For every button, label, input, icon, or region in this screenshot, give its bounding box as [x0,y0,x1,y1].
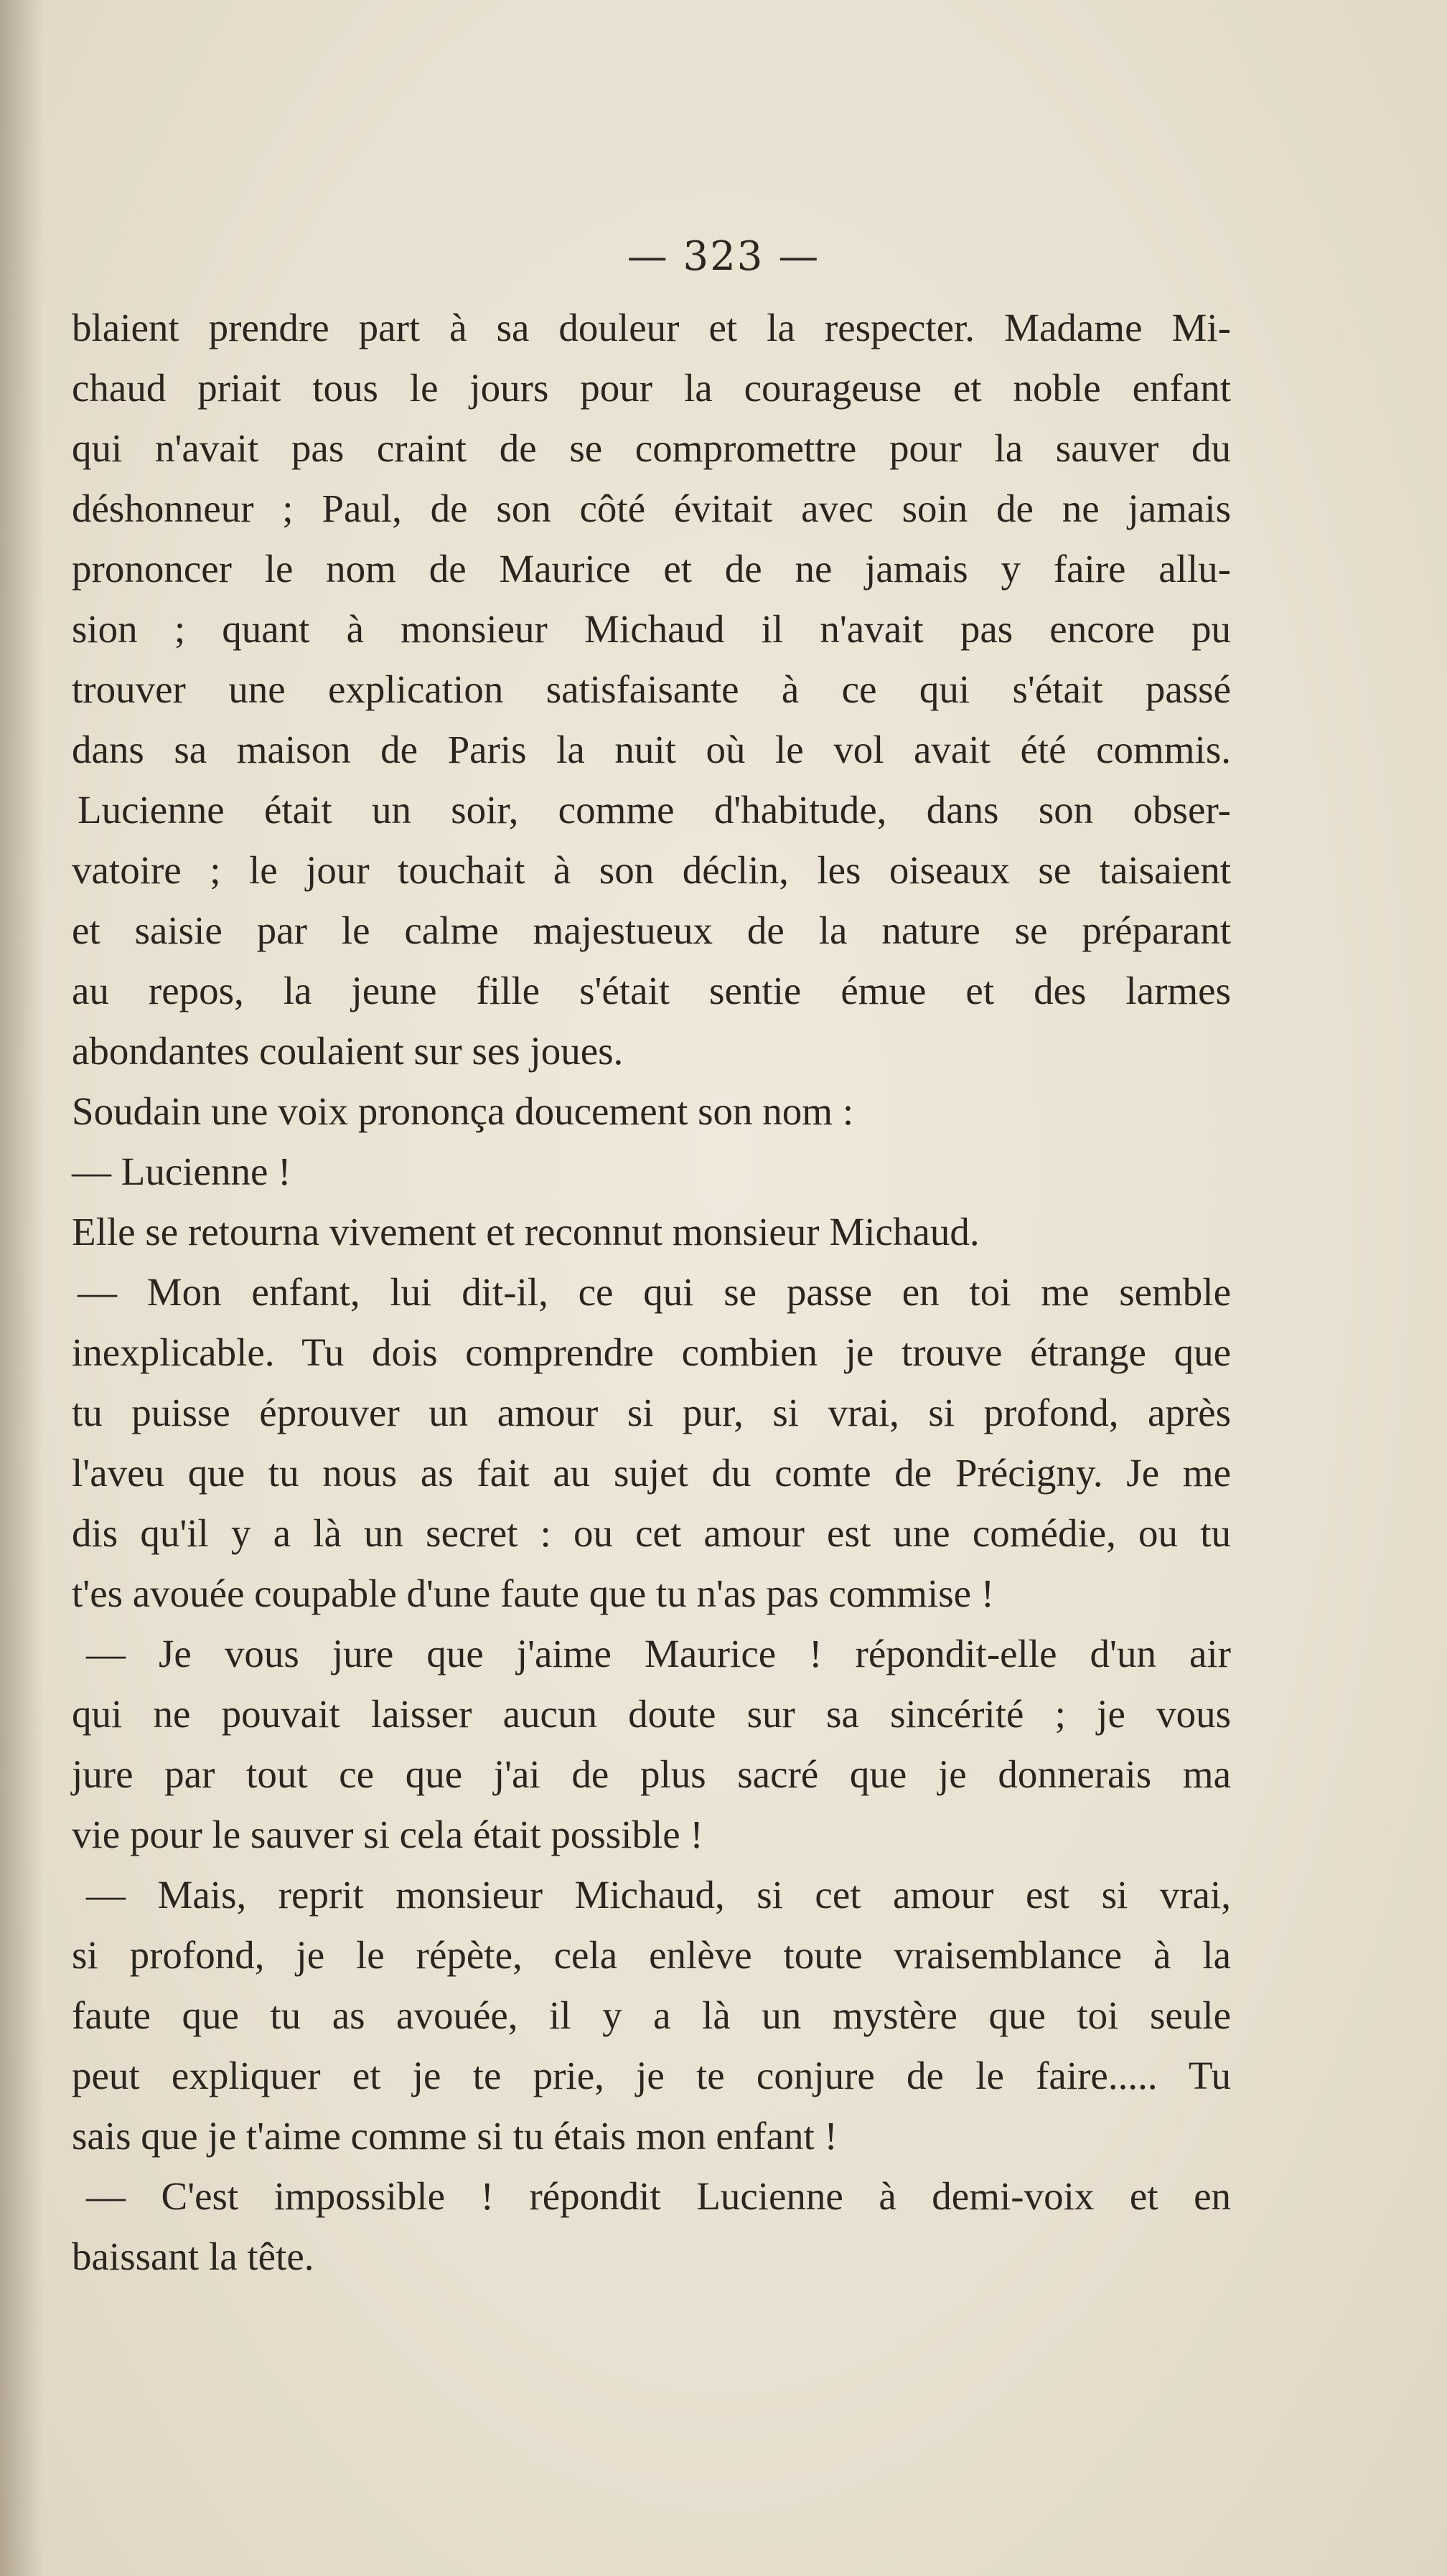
text-line: Elle se retourna vivement et reconnut monsieur Michaud. [72,1210,980,1254]
text-line: t'es avouée coupable d'une faute que tu n'as pas commise ! [72,1571,995,1615]
text-line: — Mais, reprit monsieur Michaud, si cet amour est si vrai, [86,1873,1231,1917]
text-line: — Lucienne ! [72,1150,291,1193]
text-line: dans sa maison de Paris la nuit où le vol avait été commis. [72,728,1231,771]
text-line: peut expliquer et je te prie, je te conjure de le faire..... Tu [72,2054,1231,2097]
text-line: qui ne pouvait laisser aucun doute sur sa sincérité ; je vous [72,1692,1231,1736]
body-text [72,298,1231,2287]
gutter-shadow [0,0,43,2576]
text-line: — Je vous jure que j'aime Maurice ! répondit-elle d'un air [86,1632,1231,1675]
text-line: qui n'avait pas craint de se compromettre pour la sauver du [72,426,1231,470]
text-line: Soudain une voix prononça doucement son nom : [72,1089,854,1133]
text-line: et saisie par le calme majestueux de la nature se préparant [72,908,1231,952]
text-line: abondantes coulaient sur ses joues. [72,1029,624,1073]
text-line: tu puisse éprouver un amour si pur, si vrai, si profond, après [72,1391,1231,1434]
text-line: — Mon enfant, lui dit-il, ce qui se passe en toi me semble [78,1270,1231,1314]
text-line: faute que tu as avouée, il y a là un mystère que toi seule [72,1993,1231,2037]
text-line: sion ; quant à monsieur Michaud il n'avait pas encore pu [72,607,1231,651]
text-line: jure par tout ce que j'ai de plus sacré que je donnerais ma [72,1752,1231,1796]
text-line: au repos, la jeune fille s'était sentie émue et des larmes [72,969,1231,1012]
text-line: inexplicable. Tu dois comprendre combien je trouve étrange que [72,1330,1231,1374]
text-line: chaud priait tous le jours pour la courageuse et noble enfant [72,366,1231,410]
text-line: vie pour le sauver si cela était possible ! [72,1813,703,1856]
text-line: trouver une explication satisfaisante à ce qui s'était passé [72,667,1231,711]
text-line: si profond, je le répète, cela enlève toute vraisemblance à la [72,1933,1231,1977]
page-number: — 323 — [627,233,820,280]
text-line: Lucienne était un soir, comme d'habitude, dans son obser- [78,788,1231,832]
text-line: baissant la tête. [72,2234,314,2278]
text-line: prononcer le nom de Maurice et de ne jamais y faire allu- [72,547,1231,591]
text-line: sais que je t'aime comme si tu étais mon enfant ! [72,2114,838,2158]
text-line: — C'est impossible ! répondit Lucienne à demi-voix et en [86,2174,1231,2218]
text-line: l'aveu que tu nous as fait au sujet du comte de Précigny. Je me [72,1451,1231,1495]
text-line: déshonneur ; Paul, de son côté évitait avec soin de ne jamais [72,486,1231,530]
text-line: dis qu'il y a là un secret : ou cet amour est une comédie, ou tu [72,1511,1231,1555]
text-line: vatoire ; le jour touchait à son déclin, les oiseaux se taisaient [72,848,1231,892]
text-line: blaient prendre part à sa douleur et la respecter. Madame Mi- [72,306,1231,349]
